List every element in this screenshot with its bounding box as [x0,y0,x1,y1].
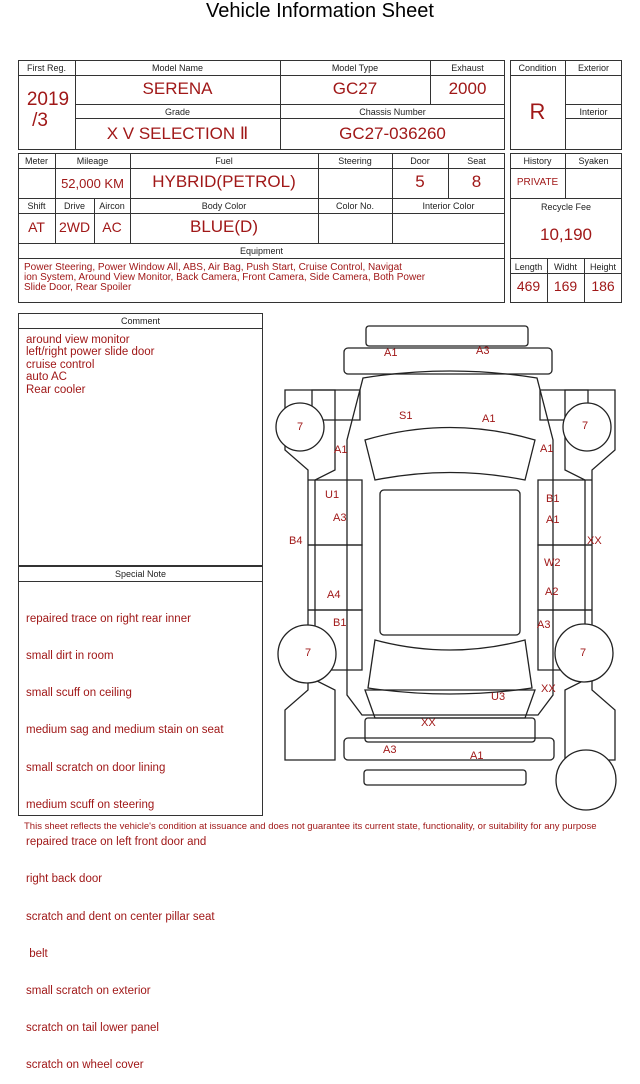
grade-label: Grade [164,107,190,117]
note-item: small scratch on door lining [26,761,166,774]
aircon-label: Aircon [99,201,125,211]
color-no-label: Color No. [335,201,374,211]
equipment-line-2: ion System, Around View Monitor, Back Camera, Front Camera, Side Camera, Both Power [24,272,426,283]
first-reg-label: First Reg. [26,63,66,73]
aircon-value: AC [102,219,122,235]
model-name-value: SERENA [142,79,213,98]
mileage-value: 52,000 KM [61,176,124,191]
damage-mark: A3 [333,512,347,524]
damage-mark: 7 [582,420,589,432]
damage-mark: B1 [333,617,347,629]
shift-label: Shift [27,201,46,211]
seat-value: 8 [471,172,482,191]
damage-mark: A1 [470,750,484,762]
note-item: medium sag and medium stain on seat [26,724,224,737]
height-label: Height [589,262,616,272]
damage-mark: U1 [325,489,340,501]
note-item: scratch on wheel cover [26,1059,144,1072]
damage-mark: A1 [482,413,496,425]
chassis-label: Chassis Number [359,107,426,117]
note-item: scratch on tail lower panel [26,1022,159,1035]
comment-item: Rear cooler [26,383,86,396]
equipment-label: Equipment [239,246,284,256]
exhaust-label: Exhaust [451,63,484,73]
damage-mark: A2 [545,586,559,598]
condition-label: Condition [518,63,557,73]
comment-item: auto AC [26,371,67,384]
comment-item: cruise control [26,358,95,371]
damage-mark: A3 [476,345,490,357]
special-note-list [26,588,224,1084]
grade-value: X V SELECTION Ⅱ [106,124,249,143]
comment-label: Comment [120,316,160,326]
comment-list [26,334,154,396]
damage-mark: U3 [491,691,506,703]
damage-mark: A1 [384,347,398,359]
width-label: Widht [553,262,577,272]
fuel-label: Fuel [215,156,233,166]
damage-mark: A4 [327,589,341,601]
door-label: Door [410,156,430,166]
height-value: 186 [591,278,615,294]
history-label: History [523,156,552,166]
first-reg-year: 2019 [26,89,70,110]
seat-label: Seat [467,156,486,166]
chassis-value: GC27-036260 [339,124,446,143]
first-reg-month: /3 [32,110,48,131]
equipment-line-1: Power Steering, Power Window All, ABS, Air Bag, Push Start, Cruise Control, Navigat [24,262,402,273]
history-value: PRIVATE [516,177,559,188]
exhaust-value: 2000 [448,79,487,98]
note-item: small scuff on ceiling [26,687,132,700]
car-diagram [270,320,630,820]
body-color-label: Body Color [201,201,247,211]
damage-mark: S1 [399,410,413,422]
note-item: repaired trace on right rear inner [26,612,191,625]
exterior-label: Exterior [577,63,609,73]
interior-color-label: Interior Color [422,201,475,211]
length-value: 469 [516,278,541,294]
damage-mark: A1 [334,444,348,456]
meter-label: Meter [24,156,48,166]
note-item: belt [26,947,48,960]
interior-label: Interior [579,107,608,117]
width-value: 169 [553,278,578,294]
fuel-value: HYBRID(PETROL) [152,172,296,191]
note-item: scratch and dent on center pillar seat [26,910,215,923]
door-value: 5 [415,172,425,191]
steering-label: Steering [338,156,372,166]
page-title: Vehicle Information Sheet [206,0,434,22]
condition-value: R [529,99,546,124]
drive-label: Drive [63,201,85,211]
damage-mark: XX [421,717,436,729]
damage-mark: W2 [544,557,561,569]
length-label: Length [514,262,543,272]
body-color-value: BLUE(D) [189,217,258,236]
damage-mark: A3 [383,744,397,756]
note-item: small scratch on exterior [26,985,151,997]
syaken-label: Syaken [578,156,609,166]
comment-item: left/right power slide door [26,346,155,359]
shift-value: AT [28,219,45,235]
damage-mark: A3 [537,619,551,631]
damage-mark: 7 [580,647,587,659]
equipment-line-3: Slide Door, Rear Spoiler [24,282,132,293]
damage-mark: B1 [546,493,560,505]
model-type-value: GC27 [332,79,378,98]
damage-mark: 7 [297,421,304,433]
drive-value: 2WD [58,219,91,235]
recycle-fee-value: 10,190 [540,225,592,244]
comment-item: around view monitor [26,334,130,346]
note-item: right back door [26,873,103,886]
damage-mark: 7 [305,647,312,659]
note-item: repaired trace on left front door and [26,836,207,849]
damage-mark: XX [541,683,556,695]
note-item: medium scuff on steering [26,798,155,811]
note-item: small dirt in room [26,650,114,663]
damage-mark: XX [587,535,602,547]
disclaimer-footer: This sheet reflects the vehicle's condition at issuance and does not guarantee its current state, functionality, or suitability for any purpose [24,821,597,832]
damage-mark: A1 [546,514,560,526]
mileage-label: Mileage [76,156,109,166]
damage-mark: A1 [540,443,554,455]
model-name-label: Model Name [151,63,204,73]
model-type-label: Model Type [331,63,379,73]
damage-mark: B4 [289,535,303,547]
special-note-label: Special Note [114,569,167,579]
recycle-fee-label: Recycle Fee [540,202,592,212]
